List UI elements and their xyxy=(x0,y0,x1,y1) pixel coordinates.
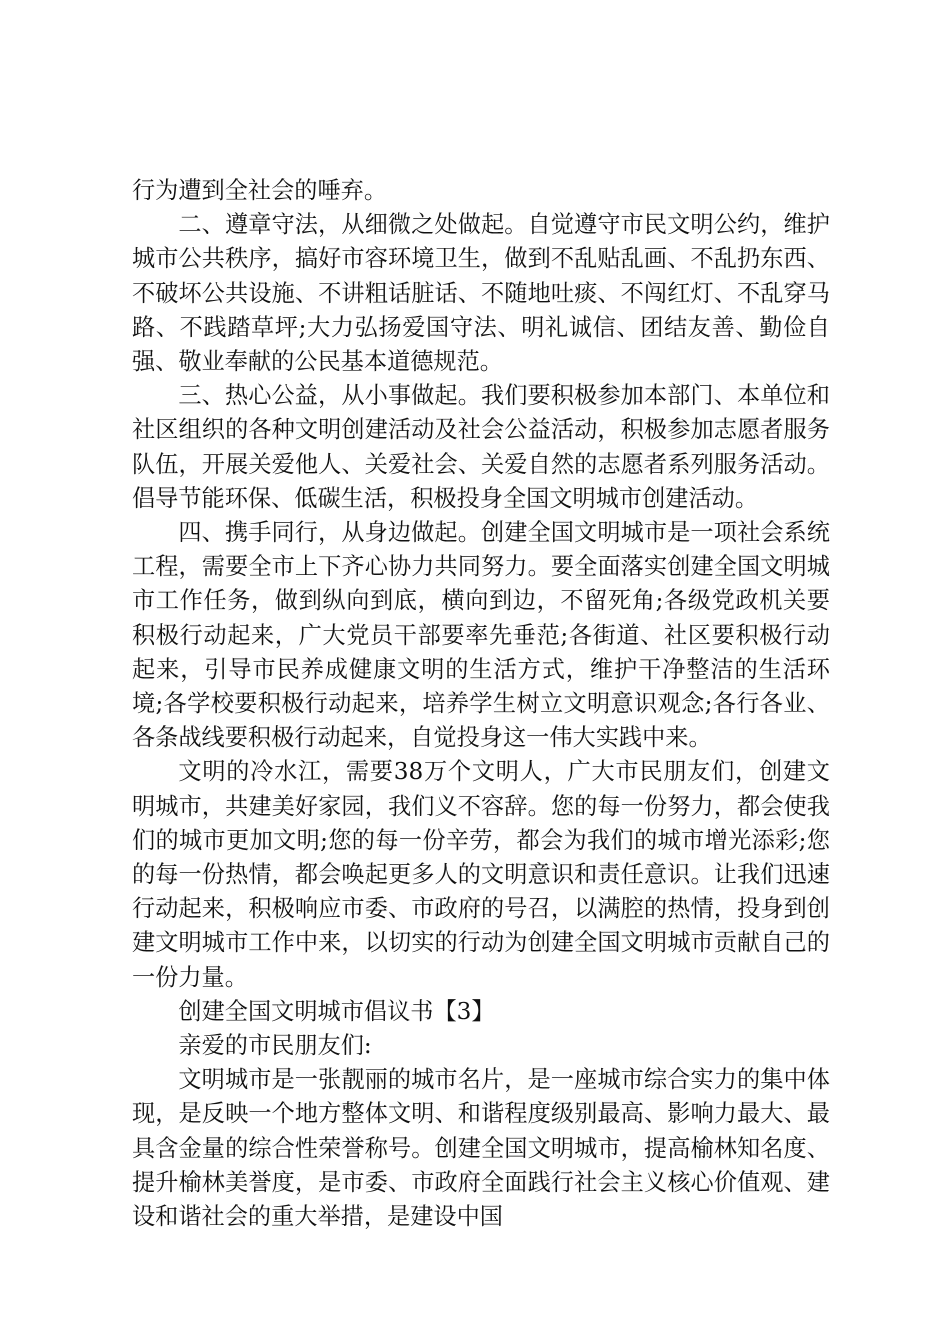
paragraph-intro: 文明城市是一张靓丽的城市名片，是一座城市综合实力的集中体现，是反映一个地方整体文明、和谐程度级别最高、影响力最大、最具含金量的综合性荣誉称号。创建全国文明城市，提高榆林知名度、提升榆林美誉度，是市委、市政府全面践行社会主义核心价值观、建设和谐社会的重大举措，是建设中国 xyxy=(132,1066,830,1231)
paragraph-continuation: 行为遭到全社会的唾弃。 xyxy=(132,177,388,204)
paragraph-item-four: 四、携手同行，从身边做起。创建全国文明城市是一项社会系统工程，需要全市上下齐心协力共同努力。要全面落实创建全国文明城市工作任务，做到纵向到底，横向到边，不留死角;各级党政机关要积极行动起来，广大党员干部要率先垂范;各街道、社区要积极行动起来，引导市民养成健康文明的生活方式，维护干净整洁的生活环境;各学校要积极行动起来，培养学生树立文明意识观念;各行各业、各条战线要积极行动起来，自觉投身这一伟大实践中来。 xyxy=(132,519,830,752)
section-heading: 创建全国文明城市倡议书【3】 xyxy=(178,997,495,1025)
document-body xyxy=(132,174,830,1234)
paragraph-item-three: 三、热心公益，从小事做起。我们要积极参加本部门、本单位和社区组织的各种文明创建活动及社会公益活动，积极参加志愿者服务队伍，开展关爱他人、关爱社会、关爱自然的志愿者系列服务活动。倡导节能环保、低碳生活，积极投身全国文明城市创建活动。 xyxy=(132,382,830,512)
paragraph-closing: 文明的冷水江，需要38万个文明人，广大市民朋友们，创建文明城市，共建美好家园，我们义不容辞。您的每一份努力，都会使我们的城市更加文明;您的每一份辛劳，都会为我们的城市增光添彩;您的每一份热情，都会唤起更多人的文明意识和责任意识。让我们迅速行动起来，积极响应市委、市政府的号召，以满腔的热情，投身到创建文明城市工作中来，以切实的行动为创建全国文明城市贡献自己的一份力量。 xyxy=(132,758,830,991)
salutation: 亲爱的市民朋友们: xyxy=(178,1032,372,1060)
paragraph-item-two: 二、遵章守法，从细微之处做起。自觉遵守市民文明公约，维护城市公共秩序，搞好市容环境卫生，做到不乱贴乱画、不乱扔东西、不破坏公共设施、不讲粗话脏话、不随地吐痰、不闯红灯、不乱穿马路、不践踏草坪;大力弘扬爱国守法、明礼诚信、团结友善、勤俭自强、敬业奉献的公民基本道德规范。 xyxy=(132,211,830,376)
